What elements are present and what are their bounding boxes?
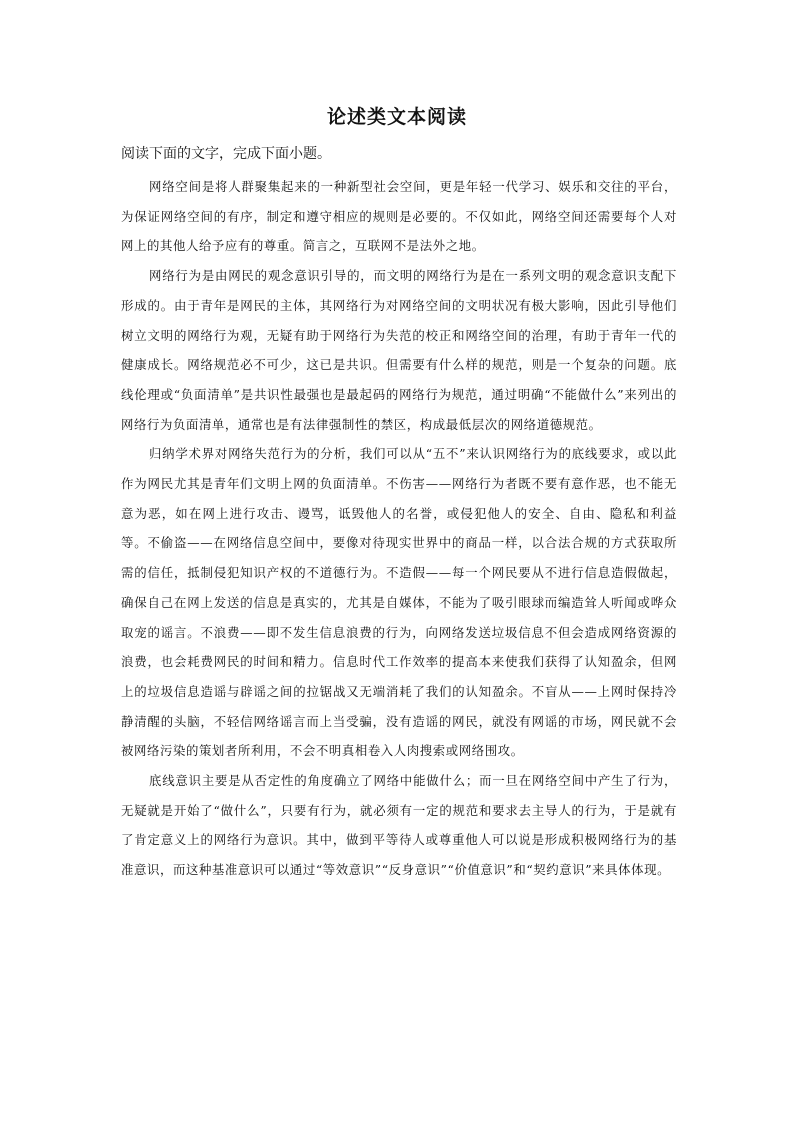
paragraph-3: 归纳学术界对网络失范行为的分析，我们可以从“五不”来认识网络行为的底线要求，或以此作为网民尤其是青年们文明上网的负面清单。不伤害——网络行为者既不要有意作恶，也不能无意为恶，如在网上进行攻击、谩骂，诋毁他人的名誉，或侵犯他人的安全、自由、隐私和利益等。不偷盗——在网络信息空间中，要像对待现实世界中的商品一样，以合法合规的方式获取所需的信任，抵制侵犯知识产权的不道德行为。不造假——每一个网民要从不进行信息造假做起，确保自己在网上发送的信息是真实的，尤其是自媒体，不能为了吸引眼球而编造耸人听闻或哗众取宠的谣言。不浪费——即不发生信息浪费的行为，向网络发送垃圾信息不但会造成网络资源的浪费，也会耗费网民的时间和精力。信息时代工作效率的提高本来使我们获得了认知盈余，但网上的垃圾信息造谣与辟谣之间的拉锯战又无端消耗了我们的认知盈余。不盲从——上网时保持冷静清醒的头脑，不轻信网络谣言而上当受骗，没有造谣的网民，就没有网谣的市场，网民就不会被网络污染的策划者所利用，不会不明真相卷入人肉搜索或网络围攻。 (121, 446, 677, 759)
article-body (121, 172, 677, 885)
reading-instruction: 阅读下面的文字，完成下面小题。 (121, 146, 331, 162)
paragraph-2: 网络行为是由网民的观念意识引导的，而文明的网络行为是在一系列文明的观念意识支配下形成的。由于青年是网民的主体，其网络行为对网络空间的文明状况有极大影响，因此引导他们树立文明的网络行为观，无疑有助于网络行为失范的校正和网络空间的治理，有助于青年一代的健康成长。网络规范必不可少，这已是共识。但需要有什么样的规范，则是一个复杂的问题。底线伦理或“负面清单”是共识性最强也是最起码的网络行为规范，通过明确“不能做什么”来列出的网络行为负面清单，通常也是有法律强制性的禁区，构成最低层次的网络道德规范。 (121, 268, 677, 432)
paragraph-4: 底线意识主要是从否定性的角度确立了网络中能做什么；而一旦在网络空间中产生了行为，无疑就是开始了“做什么”，只要有行为，就必须有一定的规范和要求去主导人的行为，于是就有了肯定意义上的网络行为意识。其中，做到平等待人或尊重他人可以说是形成积极网络行为的基准意识，而这种基准意识可以通过“等效意识”“反身意识”“价值意识”和“契约意识”来具体体现。 (121, 773, 677, 878)
paragraph-1: 网络空间是将人群聚集起来的一种新型社会空间，更是年轻一代学习、娱乐和交往的平台，为保证网络空间的有序，制定和遵守相应的规则是必要的。不仅如此，网络空间还需要每个人对网上的其他人给予应有的尊重。简言之，互联网不是法外之地。 (121, 179, 677, 254)
document-title: 论述类文本阅读 (326, 106, 467, 128)
